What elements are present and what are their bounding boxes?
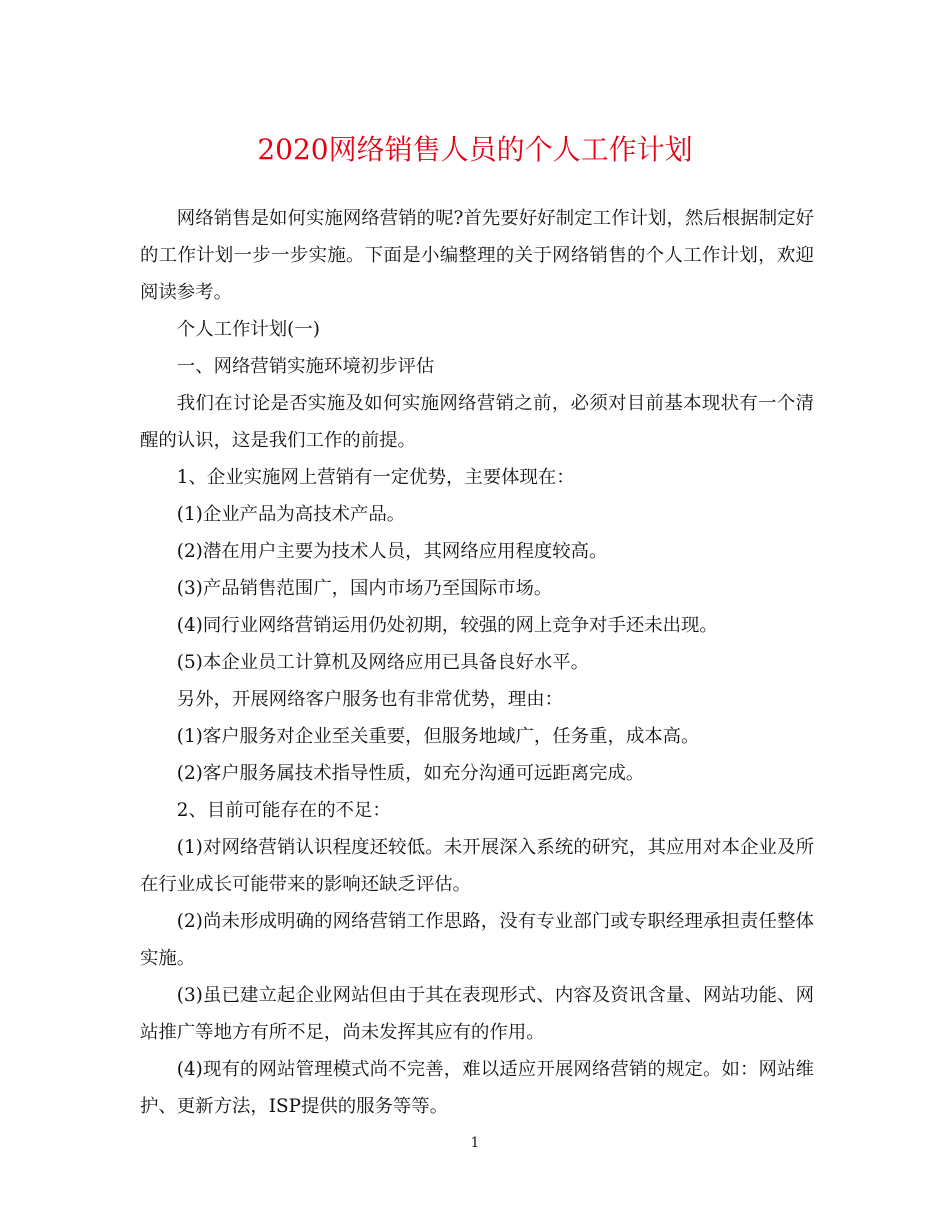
paragraph: (4)同行业网络营销运用仍处初期，较强的网上竞争对手还未出现。 bbox=[176, 615, 718, 636]
paragraph: 一、网络营销实施环境初步评估 bbox=[176, 356, 435, 377]
paragraph: (2)尚未形成明确的网络营销工作思路，没有专业部门或专职经理承担责任整体实施。 bbox=[140, 911, 814, 969]
paragraph: 个人工作计划(一) bbox=[176, 319, 320, 340]
paragraph: 1、企业实施网上营销有一定优势，主要体现在： bbox=[176, 467, 575, 488]
paragraph: (1)对网络营销认识程度还较低。未开展深入系统的研究，其应用对本企业及所在行业成长可能带来的影响还缺乏评估。 bbox=[140, 837, 814, 895]
paragraph: (2)潜在用户主要为技术人员，其网络应用程度较高。 bbox=[176, 541, 608, 562]
document-body bbox=[140, 200, 814, 1125]
paragraph: (3)虽已建立起企业网站但由于其在表现形式、内容及资讯含量、网站功能、网站推广等地方有所不足，尚未发挥其应有的作用。 bbox=[140, 985, 814, 1043]
document-title: 2020网络销售人员的个人工作计划 bbox=[257, 133, 693, 166]
paragraph: (3)产品销售范围广，国内市场乃至国际市场。 bbox=[176, 578, 553, 599]
paragraph: 2、目前可能存在的不足： bbox=[176, 800, 391, 821]
paragraph: (2)客户服务属技术指导性质，如充分沟通可远距离完成。 bbox=[176, 763, 645, 784]
paragraph: (5)本企业员工计算机及网络应用已具备良好水平。 bbox=[176, 652, 590, 673]
paragraph: 我们在讨论是否实施及如何实施网络营销之前，必须对目前基本现状有一个清醒的认识，这是我们工作的前提。 bbox=[140, 393, 814, 451]
paragraph: (1)企业产品为高技术产品。 bbox=[176, 504, 406, 525]
paragraph: (4)现有的网站管理模式尚不完善，难以适应开展网络营销的规定。如：网站维护、更新方法，ISP提供的服务等等。 bbox=[140, 1059, 814, 1117]
page-number: 1 bbox=[470, 1135, 480, 1151]
paragraph: (1)客户服务对企业至关重要，但服务地域广，任务重，成本高。 bbox=[176, 726, 700, 747]
paragraph: 网络销售是如何实施网络营销的呢?首先要好好制定工作计划，然后根据制定好的工作计划一步一步实施。下面是小编整理的关于网络销售的个人工作计划，欢迎阅读参考。 bbox=[140, 208, 814, 303]
paragraph: 另外，开展网络客户服务也有非常优势，理由： bbox=[176, 689, 564, 710]
